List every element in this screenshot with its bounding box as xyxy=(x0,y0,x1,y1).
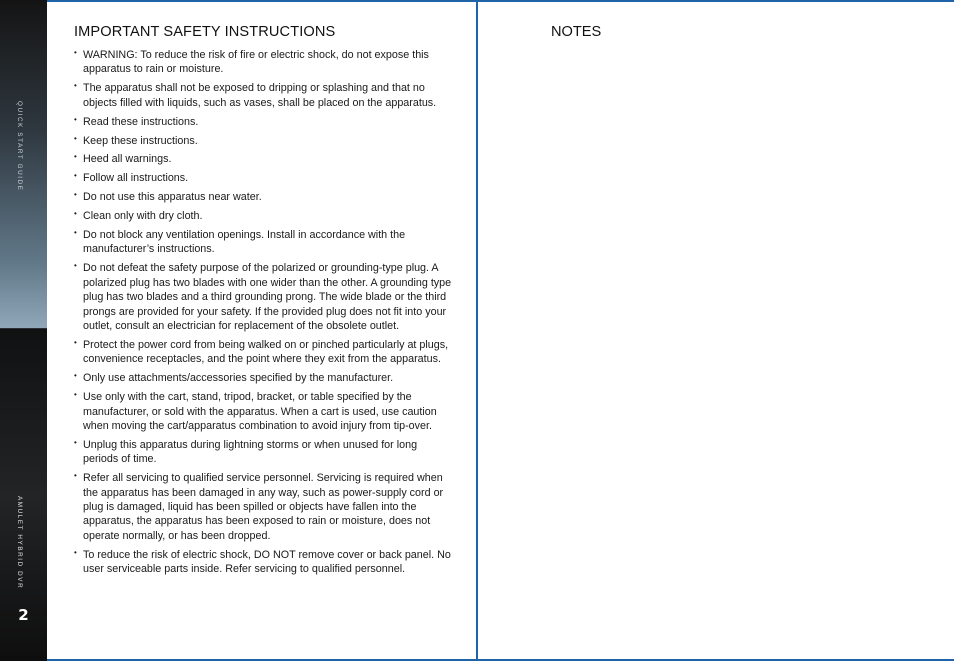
instruction-text: Do not block any ventilation openings. Install in accordance with the manufacturer’s instructions. xyxy=(83,229,406,256)
sidebar xyxy=(0,0,47,661)
list-item xyxy=(74,134,452,148)
bullet-icon: • xyxy=(74,152,77,162)
bullet-icon: • xyxy=(74,209,77,219)
bullet-icon: • xyxy=(74,547,77,557)
bullet-icon: • xyxy=(74,114,77,124)
list-item xyxy=(74,81,452,110)
list-item xyxy=(74,228,452,257)
instruction-text: Follow all instructions. xyxy=(83,172,189,185)
list-item xyxy=(74,438,452,467)
list-item xyxy=(74,152,452,166)
instruction-text: WARNING: To reduce the risk of fire or electric shock, do not expose this apparatus to rain or moisture. xyxy=(83,49,429,76)
instruction-list xyxy=(74,48,452,577)
list-item xyxy=(74,190,452,204)
notes-heading: NOTES xyxy=(551,24,602,40)
list-item xyxy=(74,261,452,333)
bullet-icon: • xyxy=(74,261,77,271)
safety-heading: IMPORTANT SAFETY INSTRUCTIONS xyxy=(74,24,336,40)
bullet-icon: • xyxy=(74,190,77,200)
bullet-icon: • xyxy=(74,337,77,347)
list-item xyxy=(74,548,452,577)
sidebar-product-name: AMULET HYBRID DVR xyxy=(16,496,23,590)
instruction-text: Only use attachments/accessories specified by the manufacturer. xyxy=(83,372,394,385)
instruction-text: Do not use this apparatus near water. xyxy=(83,191,262,204)
list-item xyxy=(74,48,452,77)
instruction-text: Do not defeat the safety purpose of the polarized or grounding-type plug. A polarized plug has two blades with one wider than the other. A grounding type plug has two blades and a third grounding prong. The wide blade or the third prongs are provided for your safety. If the provided plug does not fit into your outlet, consult an electrician for replacement of the obsolete outlet. xyxy=(83,262,452,332)
page-number: 2 xyxy=(18,606,29,624)
list-item xyxy=(74,171,452,185)
list-item xyxy=(74,390,452,433)
instruction-text: Unplug this apparatus during lightning storms or when unused for long periods of time. xyxy=(83,438,418,466)
instruction-text: The apparatus shall not be exposed to dripping or splashing and that no objects filled with liquids, such as vases, shall be placed on the apparatus. xyxy=(83,82,437,109)
bullet-icon: • xyxy=(74,471,77,481)
bullet-icon: • xyxy=(74,228,77,238)
instruction-text: Keep these instructions. xyxy=(83,134,198,147)
list-item xyxy=(74,338,452,367)
instruction-text: Use only with the cart, stand, tripod, bracket, or table specified by the manufacturer, or sold with the apparatus. When a cart is used, use caution when moving the cart/apparatus combination to avoid injury from tip-over. xyxy=(83,391,437,432)
bullet-icon: • xyxy=(74,81,77,91)
bullet-icon: • xyxy=(74,437,77,447)
bullet-icon: • xyxy=(74,371,77,381)
instruction-text: Heed all warnings. xyxy=(83,153,172,166)
instruction-text: Read these instructions. xyxy=(83,115,199,128)
instruction-text: To reduce the risk of electric shock, DO NOT remove cover or back panel. No user serviceable parts inside. Refer servicing to qualified personnel. xyxy=(83,548,451,576)
list-item xyxy=(74,471,452,543)
instruction-text: Clean only with dry cloth. xyxy=(83,210,203,223)
bullet-icon: • xyxy=(74,133,77,143)
column-divider xyxy=(476,0,478,661)
instruction-text: Protect the power cord from being walked on or pinched particularly at plugs, convenience receptacles, and the point where they exit from the apparatus. xyxy=(83,338,449,366)
bullet-icon: • xyxy=(74,48,77,57)
bullet-icon: • xyxy=(74,171,77,181)
instruction-text: Refer all servicing to qualified service personnel. Servicing is required when the apparatus has been damaged in any way, such as power-supply cord or plug is damaged, liquid has been spilled or objects have fallen into the apparatus, the apparatus has been exposed to rain or moisture, does not operate normally, or has been dropped. xyxy=(83,472,444,542)
notes-section xyxy=(551,24,601,41)
bullet-icon: • xyxy=(74,390,77,400)
safety-instructions-section xyxy=(74,24,452,581)
list-item xyxy=(74,115,452,129)
list-item xyxy=(74,371,452,385)
sidebar-guide-title: QUICK START GUIDE xyxy=(16,101,23,192)
list-item xyxy=(74,209,452,223)
